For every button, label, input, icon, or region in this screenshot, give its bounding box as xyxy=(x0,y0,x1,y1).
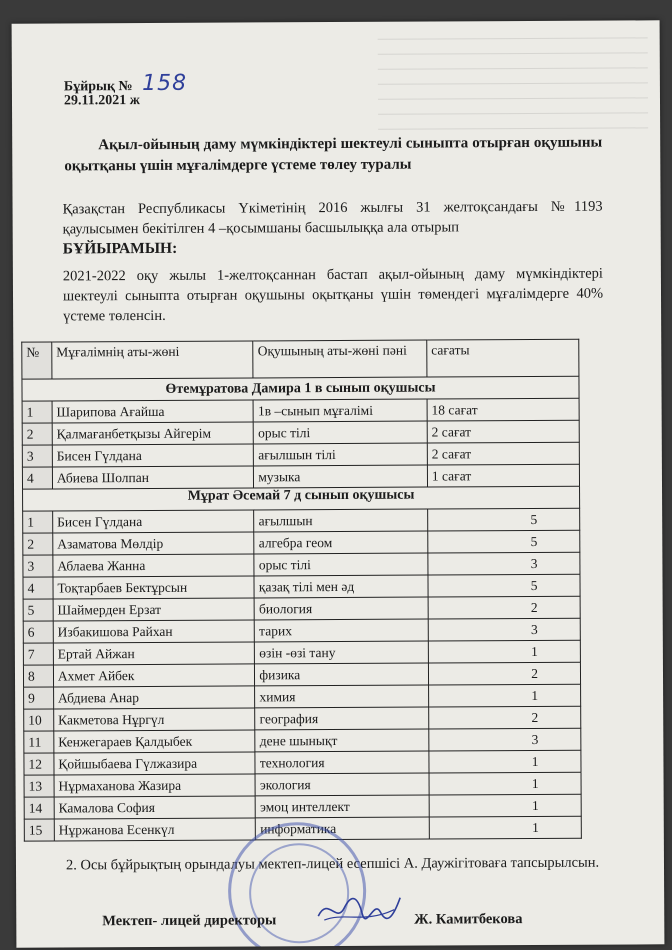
header-student-subject: Оқушының аты-жөні пәні xyxy=(253,340,427,378)
hours-cell: 1 xyxy=(429,816,581,839)
subject-cell: қазақ тілі мен әд xyxy=(254,575,428,598)
hours-cell: 1 xyxy=(428,684,580,707)
director-title: Мектеп- лицей директоры xyxy=(102,912,277,930)
section-title: Өтемұратова Дамира 1 в сынып оқушысы xyxy=(22,376,579,401)
subject-cell: география xyxy=(255,707,429,730)
subject-cell: экология xyxy=(255,773,429,796)
point-2-text: 2. Осы бұйрықтың орындалуы мектеп-лицей есепшісі А. Даужігітоваға тапсырылсын. xyxy=(65,854,600,874)
header-hours: сағаты xyxy=(427,339,579,377)
table-row xyxy=(24,794,581,819)
subject-cell: ағылшын тілі xyxy=(254,443,428,466)
row-number-cell: 3 xyxy=(23,555,53,577)
teacher-name-cell: Қалмағанбетқызы Айгерім xyxy=(52,422,254,445)
hours-cell: 18 сағат xyxy=(427,398,579,421)
document-title: Ақыл-ойының даму мүмкіндіктері шектеулі сыныпта отырған оқушыны оқытқаны үшін мұғалімдерге үстеме төлеу туралы xyxy=(64,134,603,175)
row-number-cell: 8 xyxy=(23,665,53,687)
table-row xyxy=(23,596,580,621)
section-row-student-2 xyxy=(23,486,580,511)
subject-cell: физика xyxy=(255,663,429,686)
hours-cell: 1 xyxy=(429,772,581,795)
table-row xyxy=(22,464,579,489)
hours-cell: 5 xyxy=(428,574,580,597)
teacher-name-cell: Шаймерден Ерзат xyxy=(53,598,255,621)
hours-cell: 3 xyxy=(428,618,580,641)
hours-cell: 5 xyxy=(428,508,580,531)
order-label: Бұйрық № xyxy=(63,79,133,95)
order-number-handwritten: 158 xyxy=(142,70,188,97)
table-row xyxy=(24,684,581,709)
teacher-name-cell: Кенжегараев Қалдыбек xyxy=(54,730,256,753)
teacher-name-cell: Шарипова Ағайша xyxy=(52,400,254,423)
teacher-name-cell: Аблаева Жанна xyxy=(53,554,255,577)
table-row xyxy=(23,508,580,533)
table-row xyxy=(23,618,580,643)
table-row xyxy=(24,750,581,775)
table-row xyxy=(24,772,581,797)
subject-cell: технология xyxy=(255,751,429,774)
section-title: Мұрат Әсемай 7 д сынып оқушысы xyxy=(23,486,580,511)
legal-basis-text: Қазақстан Республикасы Үкіметінің 2016 жылғы 31 желтоқсандағы №1193 қаулысымен бекітілген 4 –қосымшаны басшылыққа ала отырып xyxy=(62,198,603,238)
row-number-cell: 15 xyxy=(24,819,54,841)
director-name: Ж. Камитбекова xyxy=(414,911,523,928)
teacher-name-cell: Азаматова Мөлдір xyxy=(53,532,255,555)
teacher-name-cell: Избакишова Райхан xyxy=(53,620,255,643)
table-row xyxy=(22,420,579,445)
header-teacher: Мұғалімнің аты-жөні xyxy=(52,341,254,379)
subject-cell: алгебра геом xyxy=(254,531,428,554)
row-number-cell: 1 xyxy=(23,511,53,533)
teacher-name-cell: Қойшыбаева Гүлжазира xyxy=(54,752,256,775)
row-number-cell: 6 xyxy=(23,621,53,643)
section-row-student-1 xyxy=(22,376,579,401)
teacher-name-cell: Ертай Айжан xyxy=(53,642,255,665)
row-number-cell: 2 xyxy=(23,533,53,555)
row-number-cell: 1 xyxy=(22,401,52,423)
hours-cell: 3 xyxy=(428,552,580,575)
subject-cell: дене шынықт xyxy=(255,729,429,752)
row-number-cell: 7 xyxy=(23,643,53,665)
teacher-name-cell: Абдиева Анар xyxy=(53,686,255,709)
hours-cell: 2 сағат xyxy=(427,442,579,465)
row-number-cell: 10 xyxy=(24,709,54,731)
teacher-name-cell: Бисен Гүлдана xyxy=(52,444,254,467)
table-row xyxy=(22,442,579,467)
subject-cell: тарих xyxy=(255,619,429,642)
hours-cell: 5 xyxy=(428,530,580,553)
subject-cell: эмоц интеллект xyxy=(256,795,430,818)
table-row xyxy=(23,530,580,555)
row-number-cell: 12 xyxy=(24,753,54,775)
subject-cell: орыс тілі xyxy=(254,421,428,444)
legal-basis xyxy=(63,197,603,260)
table-row xyxy=(23,640,580,665)
bleed-through-text xyxy=(378,26,649,132)
table-row xyxy=(23,574,580,599)
table-row xyxy=(23,552,580,577)
subject-cell: 1в –сынып мұғалімі xyxy=(253,399,427,422)
teacher-name-cell: Какметова Нұргүл xyxy=(54,708,256,731)
teacher-name-cell: Камалова София xyxy=(54,796,256,819)
row-number-cell: 9 xyxy=(24,687,54,709)
teacher-name-cell: Абиева Шолпан xyxy=(52,466,254,489)
teacher-name-cell: Бисен Гүлдана xyxy=(53,510,255,533)
teachers-table xyxy=(21,339,582,842)
hours-cell: 1 xyxy=(429,794,581,817)
row-number-cell: 3 xyxy=(22,445,52,467)
row-number-cell: 4 xyxy=(23,577,53,599)
subject-cell: ағылшын xyxy=(254,509,428,532)
subject-cell: информатика xyxy=(256,817,430,840)
order-date: 29.11.2021 ж xyxy=(63,93,140,109)
subject-cell: музыка xyxy=(254,465,428,488)
teacher-name-cell: Нұрмаханова Жазира xyxy=(54,774,256,797)
row-number-cell: 11 xyxy=(24,731,54,753)
row-number-cell: 4 xyxy=(22,467,52,489)
hours-cell: 3 xyxy=(429,728,581,751)
row-number-cell: 14 xyxy=(24,797,54,819)
hours-cell: 2 xyxy=(428,596,580,619)
table-row xyxy=(24,728,581,753)
teacher-name-cell: Тоқтарбаев Бектұрсын xyxy=(53,576,255,599)
hours-cell: 1 xyxy=(429,750,581,773)
table-header-row xyxy=(22,339,579,379)
hours-cell: 2 xyxy=(428,662,580,685)
hours-cell: 1 xyxy=(428,640,580,663)
subject-cell: биология xyxy=(254,597,428,620)
subject-cell: орыс тілі xyxy=(254,553,428,576)
table-row xyxy=(23,662,580,687)
row-number-cell: 5 xyxy=(23,599,53,621)
table-row xyxy=(22,398,579,423)
document-page xyxy=(12,20,665,947)
hours-cell: 2 сағат xyxy=(427,420,579,443)
teacher-name-cell: Нұржанова Есенкүл xyxy=(54,818,256,841)
subject-cell: химия xyxy=(255,685,429,708)
row-number-cell: 13 xyxy=(24,775,54,797)
teacher-name-cell: Ахмет Айбек xyxy=(53,664,255,687)
order-word: БҰЙЫРАМЫН: xyxy=(62,239,178,258)
header-num: № xyxy=(22,342,52,379)
table-row xyxy=(24,706,581,731)
subject-cell: өзін -өзі тану xyxy=(255,641,429,664)
row-number-cell: 2 xyxy=(22,423,52,445)
hours-cell: 1 сағат xyxy=(427,464,579,487)
hours-cell: 2 xyxy=(429,706,581,729)
handwritten-signature xyxy=(314,890,404,930)
decree-text: 2021-2022 оқу жылы 1-желтоқсаннан бастап ақыл-ойының даму мүмкіндіктері шектеулі сыныпта отырған оқушыны оқытқаны үшін төмендегі мұғалімдерге 40% үстеме төленсін. xyxy=(62,265,604,325)
